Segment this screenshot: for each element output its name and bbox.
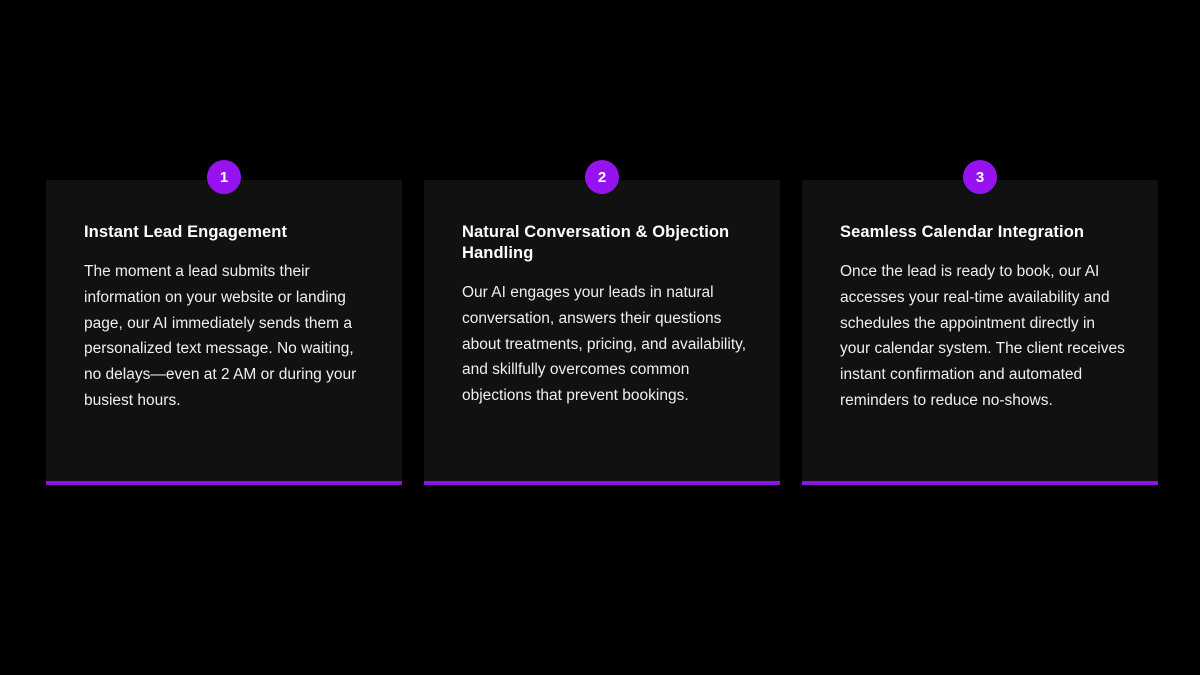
step-number-badge-2: 2 — [585, 160, 619, 194]
step-card-underline-2 — [424, 481, 780, 485]
step-card-title-2: Natural Conversation & Objection Handling — [462, 223, 730, 263]
step-number-badge-3: 3 — [963, 160, 997, 194]
step-card-underline-3 — [802, 481, 1158, 485]
step-card-title-1: Instant Lead Engagement — [84, 223, 288, 241]
step-card-2[interactable] — [424, 168, 780, 485]
step-number-badge-1: 1 — [207, 160, 241, 194]
step-card-body-3: Once the lead is ready to book, our AI accesses your real-time availability and schedules the appointment directly in your calendar system. The client receives instant confirmation and automated reminders to reduce no-shows. — [840, 263, 1125, 409]
steps-card-row — [46, 168, 1158, 485]
step-card-body-2: Our AI engages your leads in natural conversation, answers their questions about treatments, pricing, and availability, and skillfully overcomes common objections that prevent bookings. — [462, 284, 747, 405]
step-card-3[interactable] — [802, 168, 1158, 485]
step-card-1[interactable] — [46, 168, 402, 485]
step-card-title-3: Seamless Calendar Integration — [840, 223, 1085, 241]
step-card-underline-1 — [46, 481, 402, 485]
step-card-body-1: The moment a lead submits their information on your website or landing page, our AI immediately sends them a personalized text message. No waiting, no delays—even at 2 AM or during your busiest hours. — [84, 263, 357, 409]
